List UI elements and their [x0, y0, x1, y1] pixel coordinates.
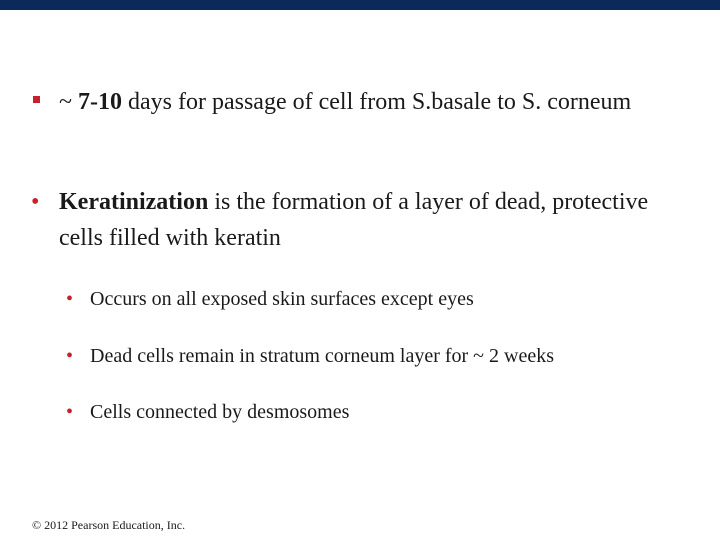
- bullet-text: [59, 184, 679, 256]
- bullet-body: days for passage of cell from S.basale to S. corneum: [121, 89, 632, 115]
- dot-bullet-icon: •: [66, 288, 74, 310]
- bullet-bold: Keratinization: [59, 189, 209, 215]
- bullet-prefix: ~: [59, 89, 78, 115]
- square-bullet-icon: [33, 96, 40, 103]
- dot-bullet-icon: •: [31, 189, 40, 215]
- dot-bullet-icon: •: [66, 401, 74, 423]
- bullet-body: is the formation of a layer of dead, protective cells filled with keratin: [59, 189, 649, 251]
- sub-bullet-text: Dead cells remain in stratum corneum layer for ~ 2 weeks: [90, 345, 554, 367]
- top-bar: [0, 0, 720, 10]
- bullet-text: [59, 84, 659, 120]
- copyright-notice: © 2012 Pearson Education, Inc.: [32, 518, 186, 532]
- dot-bullet-icon: •: [66, 345, 74, 367]
- sub-bullet-text: Occurs on all exposed skin surfaces except eyes: [90, 288, 474, 310]
- sub-bullet-text: Cells connected by desmosomes: [90, 401, 350, 423]
- bullet-bold: 7-10: [77, 89, 122, 115]
